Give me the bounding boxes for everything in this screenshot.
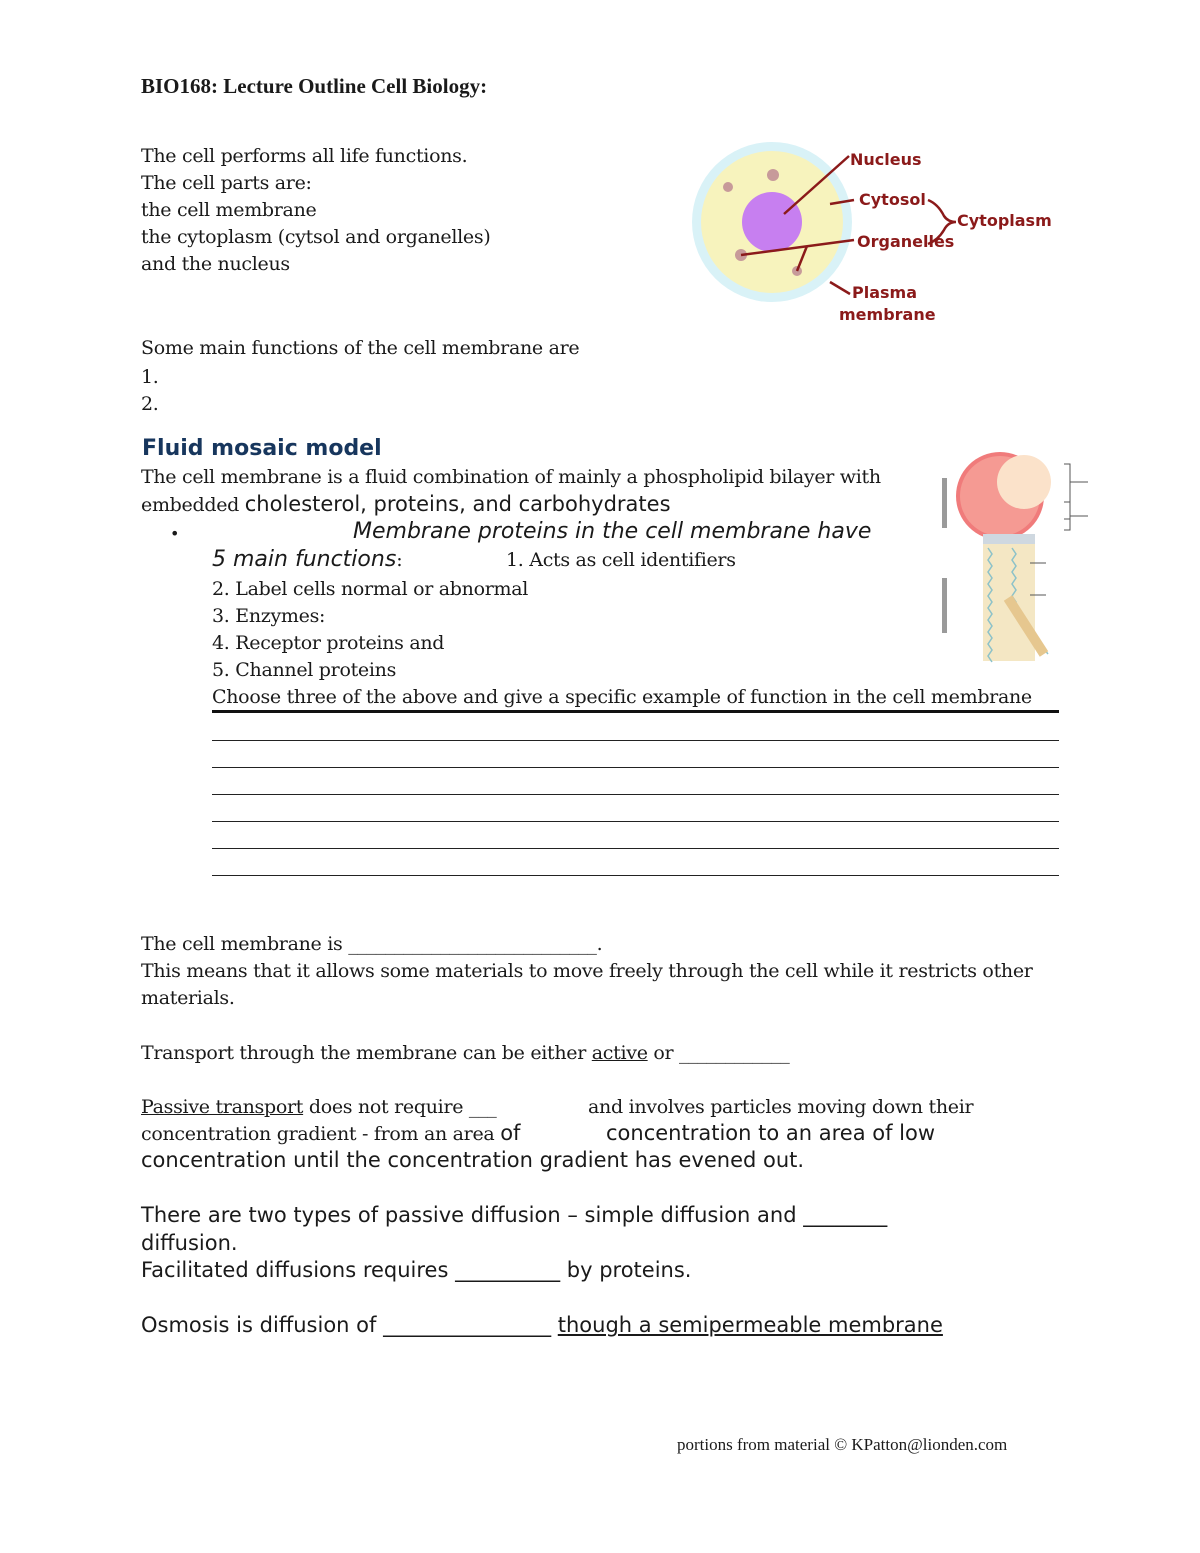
function-item: 5. Channel proteins — [212, 659, 397, 681]
organelle-dot — [723, 182, 733, 192]
cytoplasm-label: Cytoplasm — [957, 211, 1052, 230]
gradient-line — [141, 1121, 520, 1145]
transport-prefix: Transport through the membrane can be either — [141, 1042, 592, 1064]
proteins-heading: Membrane proteins in the cell membrane have — [353, 519, 872, 544]
bullet-glyph: • — [170, 524, 180, 543]
nucleus-label: Nucleus — [850, 150, 922, 169]
answer-line[interactable] — [212, 821, 1059, 822]
answer-line[interactable] — [212, 794, 1059, 795]
organelles-label: Organelles — [857, 232, 955, 251]
fluid-mosaic-para-2 — [141, 492, 671, 516]
phospholipid-diagram — [938, 448, 1123, 663]
function-item-1: 1. Acts as cell identifiers — [506, 549, 736, 571]
membrane-is-blank[interactable]: ___________________________ — [348, 933, 597, 955]
passive-rest: does not require ___ — [303, 1096, 497, 1118]
fluid-mosaic-para-1: The cell membrane is a fluid combination of mainly a phospholipid bilayer with — [141, 466, 881, 488]
answer-line[interactable] — [212, 710, 1059, 713]
answer-line[interactable] — [212, 848, 1059, 849]
intro-text — [141, 143, 490, 278]
function-item: 3. Enzymes: — [212, 605, 326, 627]
answer-line[interactable] — [212, 740, 1059, 741]
intro-line: The cell performs all life functions. — [141, 145, 468, 167]
transport-active: active — [591, 1042, 648, 1064]
intro-line: the cytoplasm (cytsol and organelles) — [141, 226, 491, 248]
osmosis-line — [141, 1313, 943, 1337]
facilitated-line: Facilitated diffusions requires __________ by proteins. — [141, 1258, 692, 1282]
nucleus-shape — [742, 192, 802, 252]
functions-item: 1. — [141, 366, 159, 388]
plasma-label: Plasma — [852, 283, 917, 302]
page-title: BIO168: Lecture Outline Cell Biology: — [141, 74, 488, 98]
passive-right: and involves particles moving down their — [588, 1096, 974, 1118]
membrane-means-line: This means that it allows some materials to move freely through the cell while it restricts other — [141, 960, 1033, 982]
para-emphasis: cholesterol, proteins, and carbohydrates — [244, 492, 671, 516]
gradient-right: concentration to an area of low — [606, 1121, 936, 1145]
cytosol-label: Cytosol — [859, 190, 926, 209]
para-text: embedded — [141, 494, 245, 516]
answer-line[interactable] — [212, 875, 1059, 876]
transport-line — [141, 1042, 789, 1064]
passive-line — [141, 1096, 497, 1118]
proteins-line-2 — [212, 547, 402, 572]
functions-lead: Some main functions of the cell membrane are — [141, 337, 580, 359]
passive-transport-term: Passive transport — [141, 1096, 304, 1118]
osmosis-prefix: Osmosis is diffusion of ________________ — [141, 1313, 558, 1337]
membrane-means-line-2: materials. — [141, 987, 235, 1009]
functions-block — [141, 335, 579, 418]
transport-or: or — [647, 1042, 680, 1064]
fluid-mosaic-heading: Fluid mosaic model — [142, 436, 382, 461]
two-types-line-2: diffusion. — [141, 1231, 238, 1255]
transport-blank[interactable]: ____________ — [679, 1042, 790, 1064]
five-functions-label: 5 main functions — [212, 547, 397, 572]
function-item: 4. Receptor proteins and — [212, 632, 445, 654]
organelle-dot — [767, 169, 779, 181]
intro-line: The cell parts are: — [141, 172, 312, 194]
osmosis-underlined: though a semipermeable membrane — [557, 1313, 943, 1337]
function-items — [212, 576, 1032, 711]
gradient-of: of — [500, 1121, 521, 1145]
functions-item: 2. — [141, 393, 159, 415]
choose-prompt: Choose three of the above and give a specific example of function in the cell membrane — [212, 686, 1032, 708]
intro-line: and the nucleus — [141, 253, 290, 275]
membrane-label: membrane — [839, 305, 936, 324]
cell-diagram — [686, 138, 1056, 328]
gradient-line-3: concentration until the concentration gradient has evened out. — [141, 1148, 805, 1172]
membrane-is-prefix: The cell membrane is — [141, 933, 349, 955]
membrane-is-suffix: . — [596, 933, 603, 955]
membrane-is-line — [141, 933, 602, 955]
function-item: 2. Label cells normal or abnormal — [212, 578, 529, 600]
intro-line: the cell membrane — [141, 199, 317, 221]
gradient-left: concentration gradient - from an area — [141, 1123, 501, 1145]
footer-credit: portions from material © KPatton@lionden.com — [677, 1435, 1008, 1454]
two-types-line: There are two types of passive diffusion – simple diffusion and ________ — [141, 1203, 888, 1227]
colon: : — [396, 549, 403, 571]
answer-line[interactable] — [212, 767, 1059, 768]
